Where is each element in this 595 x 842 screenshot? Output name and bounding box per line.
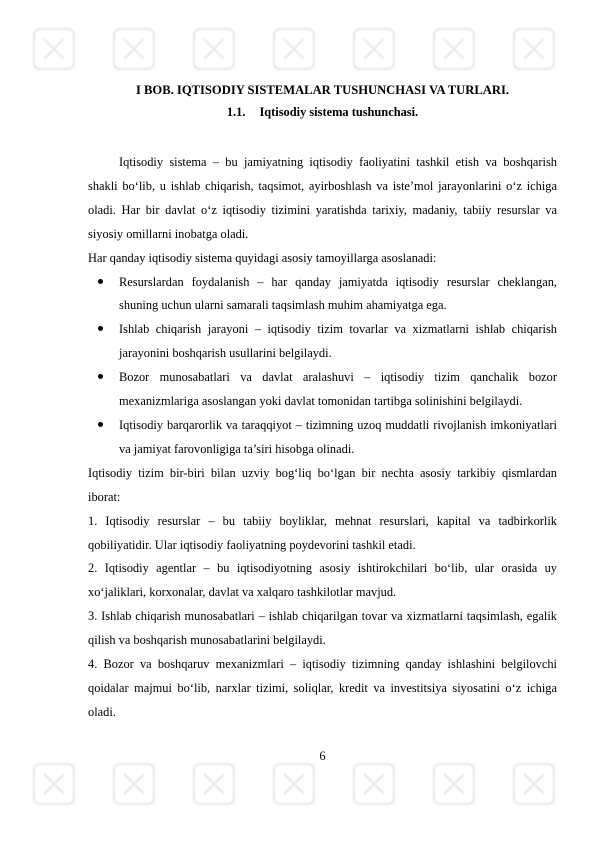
bullet-icon	[98, 422, 103, 427]
list-item: Iqtisodiy barqarorlik va taraqqiyot – tizimning uzoq muddatli rivojlanish imkoniyatlari va jamiyat farovonligiga ta’siri hisobga olinadi.	[88, 414, 557, 462]
chapter-title: I BOB. IQTISODIY SISTEMALAR TUSHUNCHASI VA TURLARI.	[135, 83, 510, 97]
component-paragraph: 3. Ishlab chiqarish munosabatlari – ishlab chiqarilgan tovar va xizmatlarni taqsimlash, egalik qilish va boshqarish munosabatlarini belgilaydi.	[88, 609, 557, 648]
body-text	[88, 151, 557, 725]
component-paragraph: 2. Iqtisodiy agentlar – bu iqtisodiyotning asosiy ishtirokchilari bo‘lib, ular orasida uy xo‘jaliklari, korxonalar, davlat va xalqaro tashkilotlar mavjud.	[88, 561, 557, 600]
list-item: Bozor munosabatlari va davlat aralashuvi – iqtisodiy tizim qanchalik bozor mexanizmlariga asoslangan yoki davlat tomonidan tartibga solinishini belgilaydi.	[88, 366, 557, 414]
components-intro-paragraph: Iqtisodiy tizim bir-biri bilan uzviy bog‘liq bo‘lgan bir nechta asosiy tarkibiy qismlardan iborat:	[88, 465, 557, 504]
intro-paragraph: Iqtisodiy sistema – bu jamiyatning iqtisodiy faoliyatini tashkil etish va boshqarish shakli bo‘lib, u ishlab chiqarish, taqsimot, ayirboshlash va iste’mol jarayonlarini o‘z ichiga oladi. Har bir davlat o‘z iqtisodiy tizimini yaratishda tarixiy, madaniy, tabiiy resurslar va siyosiy omillarni inobatga oladi.	[88, 155, 557, 241]
section-title: Iqtisodiy sistema tushunchasi.	[259, 105, 419, 119]
bullet-icon	[98, 326, 103, 331]
list-item: Resurslardan foydalanish – har qanday jamiyatda iqtisodiy resurslar cheklangan, shuning uchun ularni samarali taqsimlash muhim ahamiyatga ega.	[88, 271, 557, 319]
section-heading	[88, 104, 557, 120]
bullet-icon	[98, 374, 103, 379]
page-number: 6	[319, 749, 326, 763]
list-item: Ishlab chiqarish jarayoni – iqtisodiy tizim tovarlar va xizmatlarni ishlab chiqarish jarayonini boshqarish usullarini belgilaydi.	[88, 318, 557, 366]
section-number: 1.1.	[226, 105, 246, 119]
bullet-icon	[98, 279, 103, 284]
principles-list	[88, 271, 557, 462]
component-paragraph: 1. Iqtisodiy resurslar – bu tabiiy boyliklar, mehnat resurslari, kapital va tadbirkorlik qobiliyatidir. Ular iqtisodiy faoliyatning poydevorini tashkil etadi.	[88, 513, 557, 552]
component-paragraph: 4. Bozor va boshqaruv mexanizmlari – iqtisodiy tizimning qanday ishlashini belgilovchi qoidalar majmui bo‘lib, narxlar tizimi, soliqlar, kredit va investitsiya siyosatini o‘z ichiga oladi.	[88, 657, 557, 719]
lead-in-paragraph: Har qanday iqtisodiy sistema quyidagi asosiy tamoyillarga asoslanadi:	[88, 250, 437, 265]
